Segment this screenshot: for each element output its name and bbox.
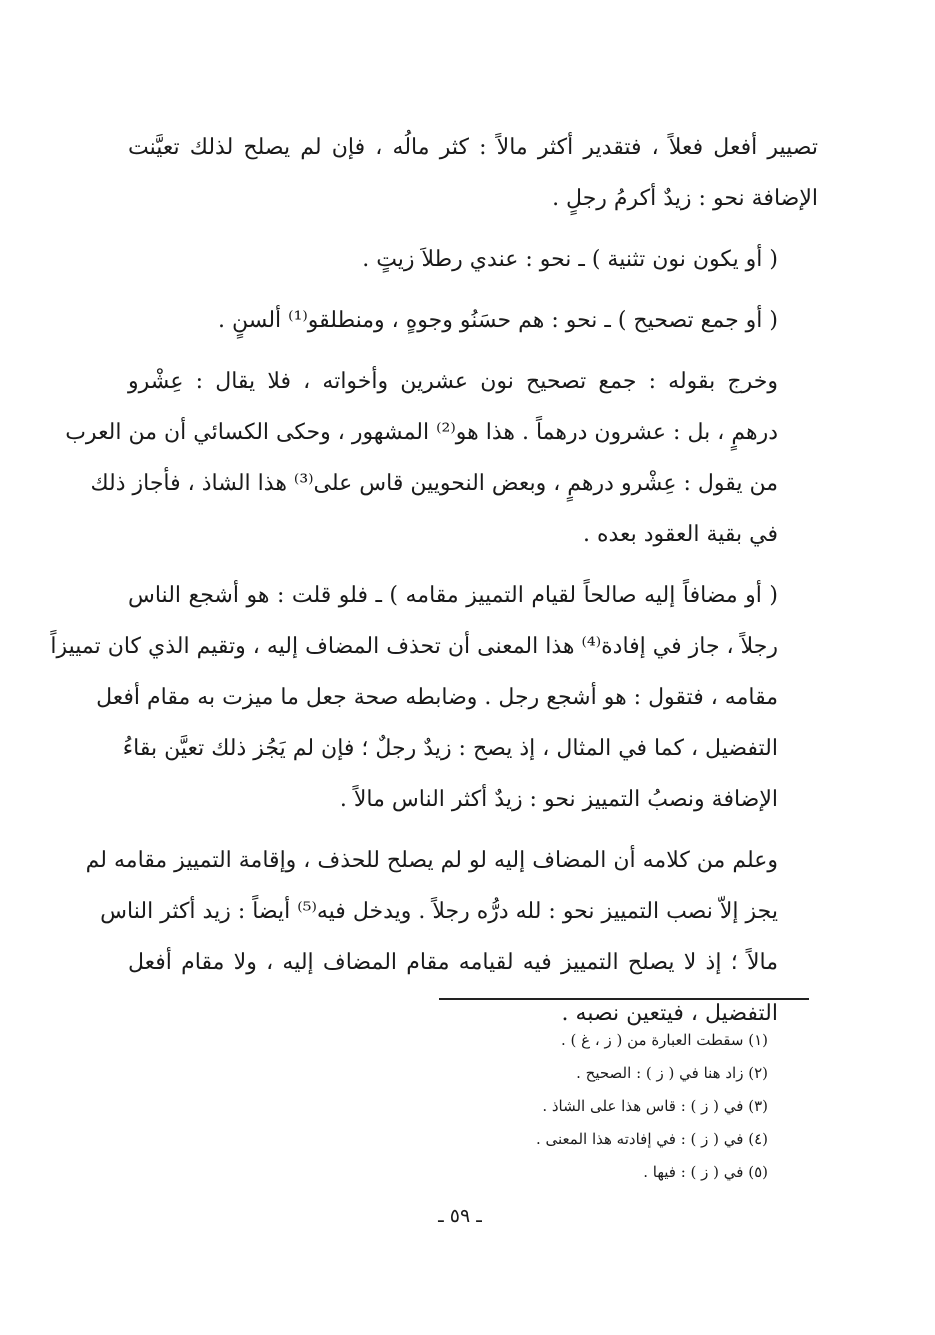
text-line: ( أو يكون نون تثنية ) ـ نحو : عندي رطلاَ زيتٍ . <box>362 247 778 272</box>
text-line: الإضافة نحو : زيدٌ أكرمُ رجلٍ . <box>552 186 818 211</box>
text-line: مالاً ؛ إذ لا يصلح التمييز فيه لقيامه مقام المضاف إليه ، ولا مقام أفعل <box>128 950 778 975</box>
footnote-1: (١) سقطت العبارة من ( ز ، غ ) . <box>560 1031 768 1049</box>
paragraph-4 <box>65 356 818 560</box>
text-line: تصيير أفعل فعلاً ، فتقدير أكثر مالاً : كثر مالُه ، فإن لم يصلح لذلك تعيَّنت <box>128 135 818 160</box>
text-line: من يقول : عِشْرو درهمٍ ، وبعض النحويين قاس على⁽³⁾ هذا الشاذ ، فأجاز ذلك <box>90 471 778 496</box>
paragraph-6 <box>85 835 818 1039</box>
main-text <box>50 122 818 1039</box>
text-line: درهمٍ ، بل : عشرون درهماً . هذا هو⁽²⁾ المشهور ، وحكى الكسائي أن من العرب <box>65 420 778 445</box>
text-line: التفضيل ، كما في المثال ، إذ يصح : زيدٌ رجلٌ ؛ فإن لم يَجُز ذلك تعيَّن بقاءُ <box>122 736 778 761</box>
footnotes <box>420 1024 768 1189</box>
text-line: ( أو جمع تصحيح ) ـ نحو : هم حسَنُو وجوهٍ ، ومنطلقو⁽¹⁾ ألسنٍ . <box>217 308 778 333</box>
footnote-4: (٤) في ( ز ) : في إفادته هذا المعنى . <box>535 1130 768 1148</box>
footnote-2: (٢) زاد هنا في ( ز ) : الصحيح . <box>576 1064 768 1082</box>
footnote-5: (٥) في ( ز ) : فيها . <box>643 1163 768 1181</box>
text-line: مقامه ، فتقول : هو أشجع رجل . وضابطه صحة جعل ما ميزت به مقام أفعل <box>96 685 778 710</box>
text-line: في بقية العقود بعده . <box>582 522 778 547</box>
text-line: وخرج بقوله : جمع تصحيح نون عشرين وأخواته ، فلا يقال : عِشْرو <box>128 369 778 394</box>
page-number: ـ ٥٩ ـ <box>438 1205 482 1227</box>
paragraph-1 <box>128 122 818 224</box>
footnote-3: (٣) في ( ز ) : قاس هذا على الشاذ . <box>542 1097 768 1115</box>
paragraph-2 <box>128 234 818 285</box>
text-line: ( أو مضافاً إليه صالحاً لقيام التمييز مقامه ) ـ فلو قلت : هو أشجع الناس <box>128 583 778 608</box>
text-line: التفضيل ، فيتعين نصبه . <box>561 1001 778 1026</box>
text-line: وعلم من كلامه أن المضاف إليه لو لم يصلح للحذف ، وإقامة التمييز مقامه لم <box>85 848 778 873</box>
paragraph-3 <box>128 295 818 346</box>
text-line: يجز إلاّ نصب التمييز نحو : لله درُّه رجلاً . ويدخل فيه⁽⁵⁾ أيضاً : زيد أكثر الناس <box>100 899 778 924</box>
text-line: رجلاً ، جاز في إفادة⁽⁴⁾ هذا المعنى أن تحذف المضاف إليه ، وتقيم الذي كان تمييزاً <box>50 634 778 659</box>
paragraph-5 <box>50 570 818 825</box>
text-line: الإضافة ونصبُ التمييز نحو : زيدٌ أكثر الناس مالاً . <box>339 787 778 812</box>
footnote-divider <box>439 998 809 1000</box>
